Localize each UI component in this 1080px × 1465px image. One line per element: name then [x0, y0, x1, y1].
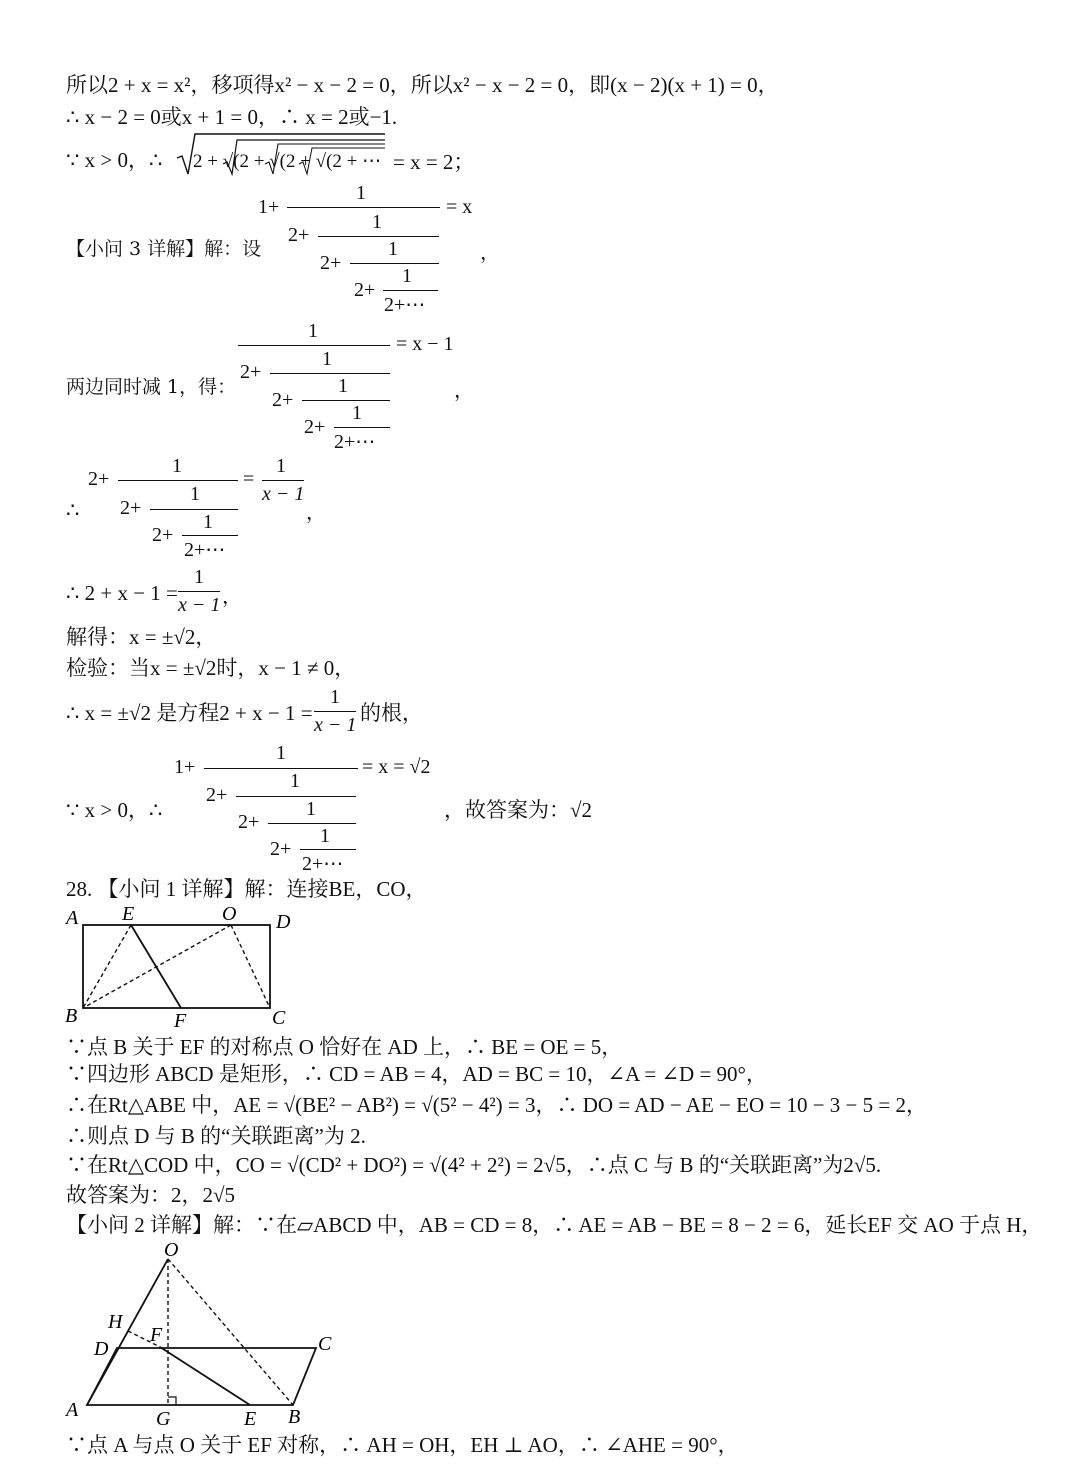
label-e2: E — [244, 1408, 257, 1430]
problem-28-heading: 28. 【小问 1 详解】解：连接BE，CO， — [66, 877, 427, 901]
label-c2: C — [318, 1333, 332, 1355]
label-o2: O — [164, 1239, 179, 1261]
label-o: O — [222, 903, 237, 925]
line-1: 所以2 + x = x²，移项得x² − x − 2 = 0，所以x² − x − 2 = 0，即(x − 2)(x + 1) = 0， — [66, 73, 779, 97]
nested-radical-content: 2 + √(2 + √(2 + √(2 + ⋯ — [193, 151, 382, 172]
label-h: H — [108, 1311, 123, 1333]
figure-parallelogram-abcd — [60, 1235, 350, 1435]
root-line-start: ∴ x = ±√2 是方程2 + x − 1 = — [66, 701, 313, 725]
label-c: C — [272, 1007, 286, 1029]
step-7: ∵点 A 与点 O 关于 EF 对称，∴ AH = OH，EH ⊥ AO，∴ ∠AHE = 90°， — [66, 1433, 739, 1457]
q3-heading: 【小问 3 详解】解：设 — [66, 238, 262, 260]
equation-line: ∴ 2 + x − 1 = — [66, 581, 178, 605]
label-a: A — [66, 907, 79, 929]
figure-rectangle-abcd — [60, 900, 310, 1030]
root-line-end: 的根， — [360, 701, 423, 725]
final-answer: ，故答案为：√2 — [444, 798, 593, 822]
label-e: E — [122, 903, 135, 925]
label-g: G — [156, 1408, 171, 1430]
step-5: ∵在Rt△COD 中，CO = √(CD² + DO²) = √(4² + 2²) = 2√5，∴点 C 与 B 的“关联距离”为2√5. — [66, 1153, 882, 1177]
therefore-symbol: ∴ — [66, 498, 80, 522]
step-2: ∵四边形 ABCD 是矩形，∴ CD = AB = 4，AD = BC = 10，∠A = ∠D = 90°， — [66, 1062, 767, 1086]
solve-line: 解得：x = ±√2， — [66, 625, 217, 649]
step-6: 故答案为：2，2√5 — [66, 1183, 236, 1207]
final-line-start: ∵ x > 0，∴ — [66, 798, 163, 822]
line-3-result: = x = 2； — [393, 150, 475, 174]
label-f2: F — [150, 1324, 163, 1346]
label-b: B — [65, 1005, 78, 1027]
q2-heading: 【小问 2 详解】解：∵在▱ABCD 中，AB = CD = 8，∴ AE = AB − BE = 8 − 2 = 6，延长EF 交 AO 于点 H， — [66, 1213, 1043, 1237]
step-1: ∵点 B 关于 EF 的对称点 O 恰好在 AD 上，∴ BE = OE = 5， — [66, 1035, 623, 1059]
step-4: ∴则点 D 与 B 的“关联距离”为 2. — [66, 1124, 366, 1148]
label-b2: B — [288, 1406, 301, 1428]
label-d: D — [276, 911, 291, 933]
label-d2: D — [94, 1338, 109, 1360]
label-f: F — [174, 1010, 187, 1030]
line-2: ∴ x − 2 = 0或x + 1 = 0，∴ x = 2或−1. — [66, 105, 398, 129]
step-3: ∴在Rt△ABE 中，AE = √(BE² − AB²) = √(5² − 4²) = 3，∴ DO = AD − AE − EO = 10 − 3 − 5 = 2， — [66, 1093, 927, 1117]
check-line: 检验：当x = ±√2时，x − 1 ≠ 0， — [66, 656, 356, 680]
subtract-one-line: 两边同时减 1，得： — [66, 376, 237, 398]
label-a2: A — [66, 1399, 79, 1421]
line-3-prefix: ∵ x > 0，∴ — [66, 148, 163, 172]
